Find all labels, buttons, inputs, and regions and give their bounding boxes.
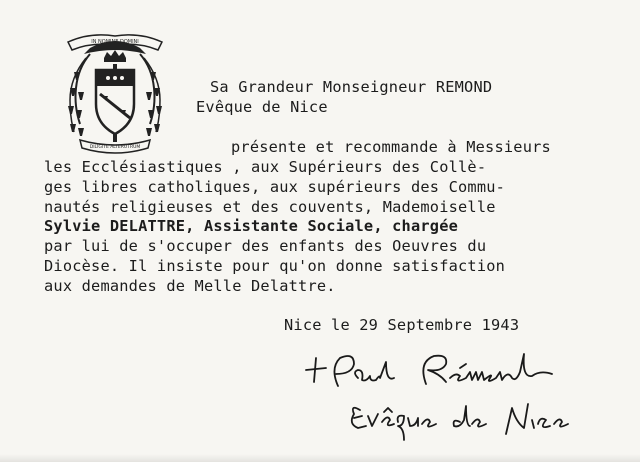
motto-top: IN NOMINE DOMINI — [91, 39, 139, 45]
body-line-4: nautés religieuses et des couvents, Mademoiselle — [44, 198, 496, 216]
body-line-1: présente et recommande à Messieurs — [231, 138, 551, 156]
body-line-5: Sylvie DELATTRE, Assistante Sociale, chargée — [44, 217, 459, 235]
paper-edge — [0, 454, 640, 462]
body-line-6: par lui de s'occuper des enfants des Oeuvres du — [44, 237, 487, 255]
date-line: Nice le 29 Septembre 1943 — [284, 316, 520, 334]
body-line-7: Diocèse. Il insiste pour qu'on donne satisfaction — [44, 257, 506, 275]
body-line-8: aux demandes de Melle Delattre. — [44, 277, 336, 295]
header-line-2: Evêque de Nice — [196, 98, 328, 116]
body-line-3: ges libres catholiques, aux supérieurs des Commu- — [44, 178, 506, 196]
body-line-2: les Ecclésiastiques , aux Supérieurs des Collè- — [44, 158, 487, 176]
handwritten-signature — [300, 348, 600, 448]
header-line-1: Sa Grandeur Monseigneur REMOND — [210, 78, 493, 96]
episcopal-coat-of-arms-icon — [60, 28, 170, 156]
motto-bottom: DILIGITE ALTERUTRUM — [89, 145, 141, 150]
